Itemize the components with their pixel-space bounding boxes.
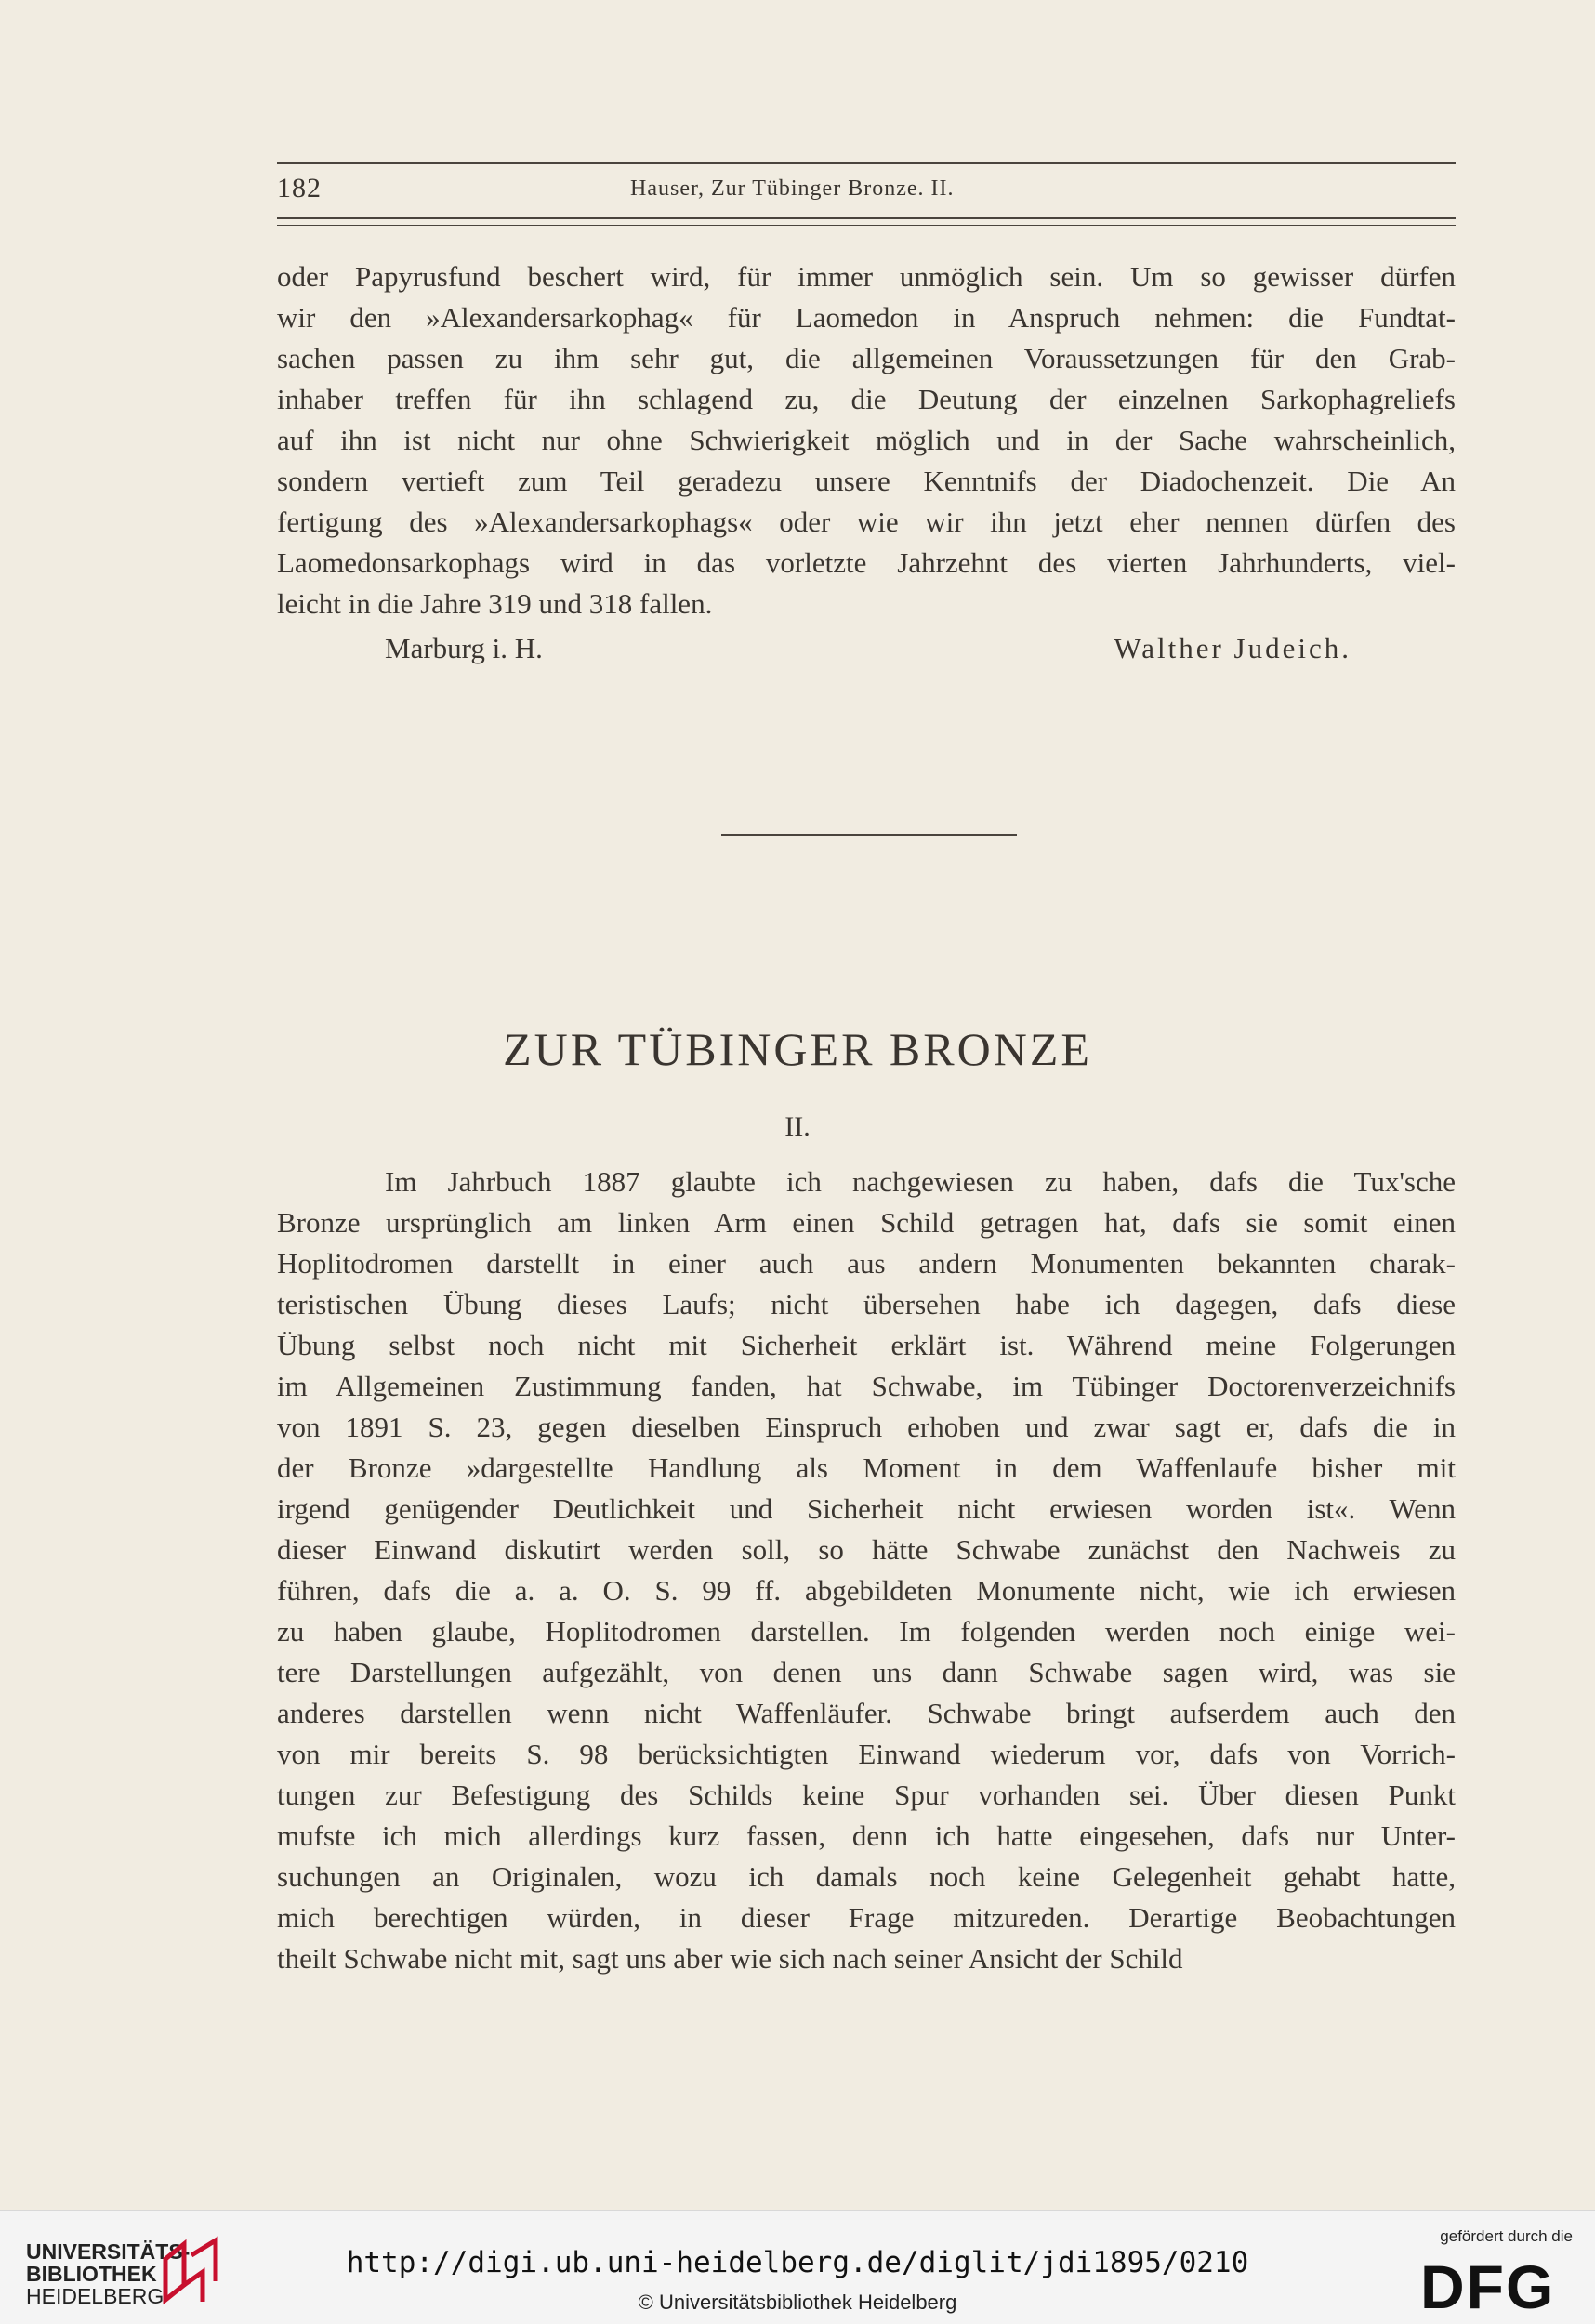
text-line: führen, dafs die a. a. O. S. 99 ff. abgebildeten Monumente nicht, wie ich erwiesen [277, 1574, 1456, 1607]
copyright-notice: © Universitätsbibliothek Heidelberg [638, 2291, 957, 2314]
text-line: mufste ich mich allerdings kurz fassen, denn ich hatte eingesehen, dafs nur Unter- [277, 1819, 1456, 1852]
text-line: sachen passen zu ihm sehr gut, die allgemeinen Voraussetzungen für den Grab- [277, 342, 1456, 374]
text-line: fertigung des »Alexandersarkophags« oder wie wir ihn jetzt eher nennen dürfen des [277, 506, 1456, 538]
text-line: sondern vertieft zum Teil geradezu unsere Kenntnifs der Diadochenzeit. Die An [277, 465, 1456, 497]
funding-note: gefördert durch die [1440, 2227, 1573, 2245]
page-header [277, 173, 1456, 210]
text-line: im Allgemeinen Zustimmung fanden, hat Schwabe, im Tübinger Doctorenverzeichnifs [277, 1370, 1456, 1402]
page-number: 182 [277, 173, 322, 204]
text-line: der Bronze »dargestellte Handlung als Moment in dem Waffenlaufe bisher mit [277, 1451, 1456, 1484]
header-top-rule [277, 162, 1456, 164]
signature-place: Marburg i. H. [385, 632, 543, 664]
dfg-logo: DFG [1420, 2252, 1556, 2321]
text-line: von mir bereits S. 98 berücksichtigten Einwand wiederum vor, dafs von Vorrich- [277, 1738, 1456, 1770]
text-line: inhaber treffen für ihn schlagend zu, die Deutung der einzelnen Sarkophagreliefs [277, 383, 1456, 415]
article-body-text [277, 1162, 1456, 1979]
text-line: auf ihn ist nicht nur ohne Schwierigkeit möglich und in der Sache wahrscheinlich, [277, 424, 1456, 456]
text-line: mich berechtigen würden, in dieser Frage mitzureden. Derartige Beobachtungen [277, 1901, 1456, 1934]
text-line: zu haben glaube, Hoplitodromen darstellen. Im folgenden werden noch einige wei- [277, 1615, 1456, 1648]
text-line: oder Papyrusfund beschert wird, für immer unmöglich sein. Um so gewisser dürfen [277, 260, 1456, 293]
text-line: Bronze ursprünglich am linken Arm einen Schild getragen hat, dafs sie somit einen [277, 1206, 1456, 1239]
text-line: Im Jahrbuch 1887 glaubte ich nachgewiesen zu haben, dafs die Tux'sche [385, 1165, 1456, 1198]
text-line: suchungen an Originalen, wozu ich damals noch keine Gelegenheit gehabt hatte, [277, 1860, 1456, 1893]
text-line: von 1891 S. 23, gegen dieselben Einspruch erhoben und zwar sagt er, dafs die in [277, 1411, 1456, 1443]
library-name-line-2: BIBLIOTHEK [26, 2262, 157, 2286]
footer-bar [0, 2210, 1595, 2324]
permalink-url[interactable]: http://digi.ub.uni-heidelberg.de/diglit/jdi1895/0210 [346, 2246, 1249, 2279]
text-line: tungen zur Befestigung des Schilds keine Spur vorhanden sei. Über diesen Punkt [277, 1779, 1456, 1811]
text-line: Hoplitodromen darstellt in einer auch aus andern Monumenten bekannten charak- [277, 1247, 1456, 1280]
signature-line [277, 632, 1456, 673]
article-separator [721, 834, 1017, 836]
text-line: Laomedonsarkophags wird in das vorletzte Jahrzehnt des vierten Jahrhunderts, viel- [277, 546, 1456, 579]
text-line: dieser Einwand diskutirt werden soll, so hätte Schwabe zunächst den Nachweis zu [277, 1533, 1456, 1566]
previous-article-text [277, 256, 1456, 624]
library-name-line-1: UNIVERSITÄTS- [26, 2239, 191, 2264]
text-line: teristischen Übung dieses Laufs; nicht übersehen habe ich dagegen, dafs diese [277, 1288, 1456, 1320]
text-line: tere Darstellungen aufgezählt, von denen uns dann Schwabe sagen wird, was sie [277, 1656, 1456, 1688]
text-line: anderes darstellen wenn nicht Waffenläufer. Schwabe bringt aufserdem auch den [277, 1697, 1456, 1729]
text-line: wir den »Alexandersarkophag« für Laomedon in Anspruch nehmen: die Fundtat- [277, 301, 1456, 334]
text-line: Übung selbst noch nicht mit Sicherheit erklärt ist. Während meine Folgerungen [277, 1329, 1456, 1361]
text-line: irgend genügender Deutlichkeit und Sicherheit nicht erwiesen worden ist«. Wenn [277, 1492, 1456, 1525]
text-line: theilt Schwabe nicht mit, sagt uns aber wie sich nach seiner Ansicht der Schild [277, 1942, 1183, 1975]
article-title: ZUR TÜBINGER BRONZE [503, 1023, 1092, 1075]
text-line: leicht in die Jahre 319 und 318 fallen. [277, 587, 713, 620]
running-head: Hauser, Zur Tübinger Bronze. II. [630, 177, 955, 201]
signature-author: Walther Judeich. [1114, 632, 1351, 664]
article-part-number: II. [784, 1111, 811, 1142]
library-name-line-3: HEIDELBERG [26, 2284, 165, 2308]
header-bottom-rule-2 [277, 225, 1456, 226]
header-bottom-rule [277, 217, 1456, 219]
